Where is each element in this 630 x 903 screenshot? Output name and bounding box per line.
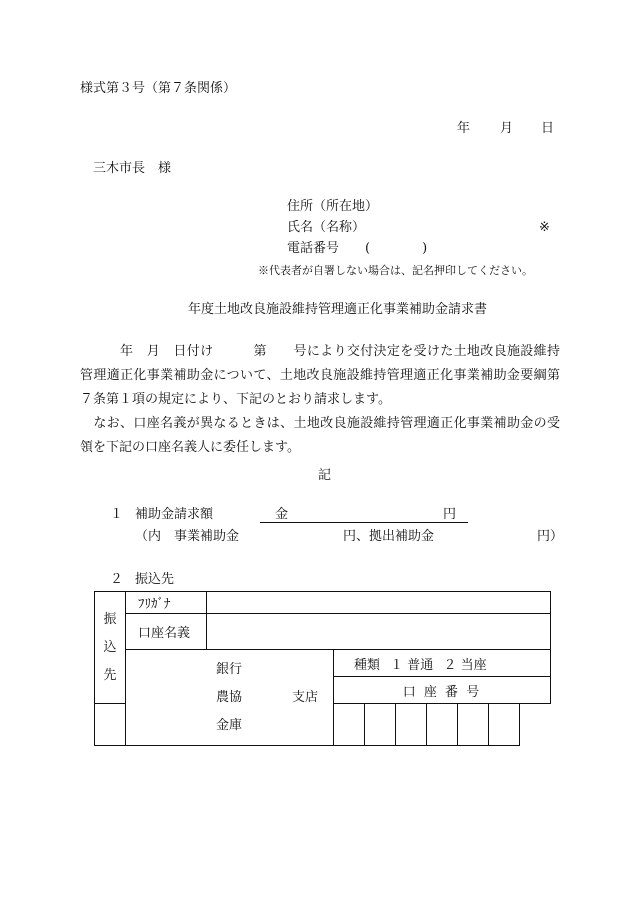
account-type-current[interactable]: ２ 当座 [443,657,487,673]
financial-institution-cell[interactable] [126,650,334,746]
breakdown-open: （内 事業補助金 [135,529,240,544]
account-type-row [334,650,551,677]
account-digit-6[interactable] [458,704,489,746]
item1-label: 補助金請求額 [135,507,214,522]
furigana-label: ﾌﾘｶﾞﾅ [126,592,207,614]
institution-kinko: 金庫 [216,717,243,733]
seal-mark: ※ [539,220,550,235]
amount-kin: 金 [275,507,289,522]
amount-yen: 円 [443,507,457,522]
form-number: 様式第３号（第７条関係） [80,81,237,96]
date-day-label: 日 [541,121,555,136]
address-label: 住所（所在地） [287,199,379,214]
account-digit-5[interactable] [427,704,458,746]
item1-number: １ [110,507,124,522]
date-month-label: 月 [500,121,514,136]
side-char-1: 振 [103,611,117,627]
account-digit-2[interactable] [334,704,365,746]
account-digit-7[interactable] [489,704,520,746]
addressee: 三木市長 様 [93,161,172,176]
branch-label: 支店 [292,689,319,705]
transfer-table [94,591,551,746]
document-title: 年度土地改良施設維持管理適正化事業補助金請求書 [188,302,488,317]
account-type-label: 種類 [354,657,381,673]
account-digit-4[interactable] [396,704,427,746]
date-year-label: 年 [457,121,471,136]
institution-nokyo: 農協 [216,689,243,705]
body-text [80,340,560,460]
amount-underline [260,522,468,523]
ki-heading: 記 [318,468,332,483]
account-digit-1[interactable] [95,704,126,746]
furigana-field[interactable] [207,592,551,614]
phone-label: 電話番号 ( ) [287,241,428,256]
name-label: 氏名（名称） [287,220,366,235]
item2-number: ２ [110,572,124,587]
institution-bank: 銀行 [216,661,243,677]
breakdown-mid: 円、拠出補助金 [343,529,435,544]
account-name-field[interactable] [207,614,551,650]
body-paragraph-1: 年 月 日付け 第 号により交付決定を受けた土地改良施設維持管理適正化事業補助金について、土地改良施設維持管理適正化事業補助金要綱第７条第１項の規定により、下記のとおり請求します。 [80,344,560,407]
transfer-side-label [95,592,126,704]
side-char-2: 込 [103,639,117,655]
account-number-label: 口 座 番 号 [334,677,551,704]
signature-note: ※代表者が自署しない場合は、記名押印してください。 [258,264,533,277]
account-type-regular[interactable]: １ 普通 [390,657,434,673]
account-name-label: 口座名義 [126,614,207,650]
breakdown-close: 円） [537,529,564,544]
account-digit-3[interactable] [365,704,396,746]
side-char-3: 先 [103,667,117,683]
item2-label: 振込先 [135,572,175,587]
body-paragraph-2: なお、口座名義が異なるときは、土地改良施設維持管理適正化事業補助金の受領を下記の口座名義人に委任します。 [80,416,560,455]
